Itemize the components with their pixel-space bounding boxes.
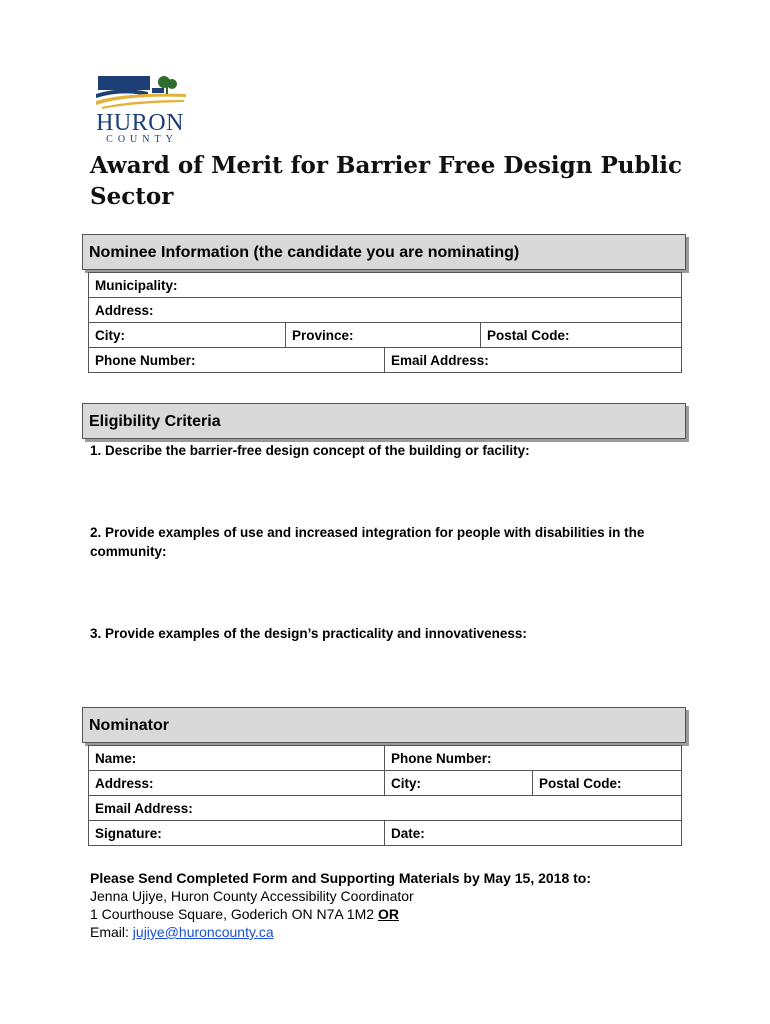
eligibility-question-1: 1. Describe the barrier-free design concept of the building or facility: <box>90 443 530 458</box>
nominator-email-field[interactable]: Email Address: <box>89 796 682 821</box>
eligibility-question-3: 3. Provide examples of the design’s practicality and innovativeness: <box>90 626 527 641</box>
nominee-phone-field[interactable]: Phone Number: <box>89 348 385 373</box>
or-text: OR <box>377 906 399 922</box>
mailing-address-line <box>90 905 690 923</box>
email-line <box>90 923 690 941</box>
nominator-address-field[interactable]: Address: <box>89 771 385 796</box>
eligibility-question-2: 2. Provide examples of use and increased integration for people with disabilities in the community: <box>90 525 645 559</box>
submission-deadline: Please Send Completed Form and Supporting Materials by May 15, 2018 to: <box>90 870 592 886</box>
nominator-postal-code-field[interactable]: Postal Code: <box>533 771 682 796</box>
mailing-address: 1 Courthouse Square, Goderich ON N7A 1M2 <box>90 906 375 922</box>
nominator-phone-field[interactable]: Phone Number: <box>385 746 682 771</box>
eligibility-section-header: Eligibility Criteria <box>82 403 686 439</box>
nominee-province-field[interactable]: Province: <box>286 323 481 348</box>
nominee-email-field[interactable]: Email Address: <box>385 348 682 373</box>
nominee-city-field[interactable]: City: <box>89 323 286 348</box>
landscape-logo-icon <box>92 74 188 110</box>
nominee-address-field[interactable]: Address: <box>89 298 682 323</box>
nominator-name-field[interactable]: Name: <box>89 746 385 771</box>
nominator-info-table <box>88 745 682 846</box>
page-title: Award of Merit for Barrier Free Design Public Sector <box>90 152 683 210</box>
nominator-signature-field[interactable]: Signature: <box>89 821 385 846</box>
email-label: Email: <box>90 924 129 940</box>
coordinator-contact: Jenna Ujiye, Huron County Accessibility Coordinator <box>90 888 414 904</box>
nominee-municipality-field[interactable]: Municipality: <box>89 273 682 298</box>
nominator-date-field[interactable]: Date: <box>385 821 682 846</box>
nominator-city-field[interactable]: City: <box>385 771 533 796</box>
huron-county-logo <box>90 74 190 146</box>
nominee-postal-code-field[interactable]: Postal Code: <box>481 323 682 348</box>
nominee-section-header: Nominee Information (the candidate you are nominating) <box>82 234 686 270</box>
email-link[interactable]: jujiye@huroncounty.ca <box>132 924 274 940</box>
nominee-info-table <box>88 272 682 373</box>
logo-wordmark: HURON <box>96 110 184 136</box>
submission-instructions <box>90 869 690 941</box>
nominator-section-header: Nominator <box>82 707 686 743</box>
logo-subtitle: COUNTY <box>106 134 178 145</box>
